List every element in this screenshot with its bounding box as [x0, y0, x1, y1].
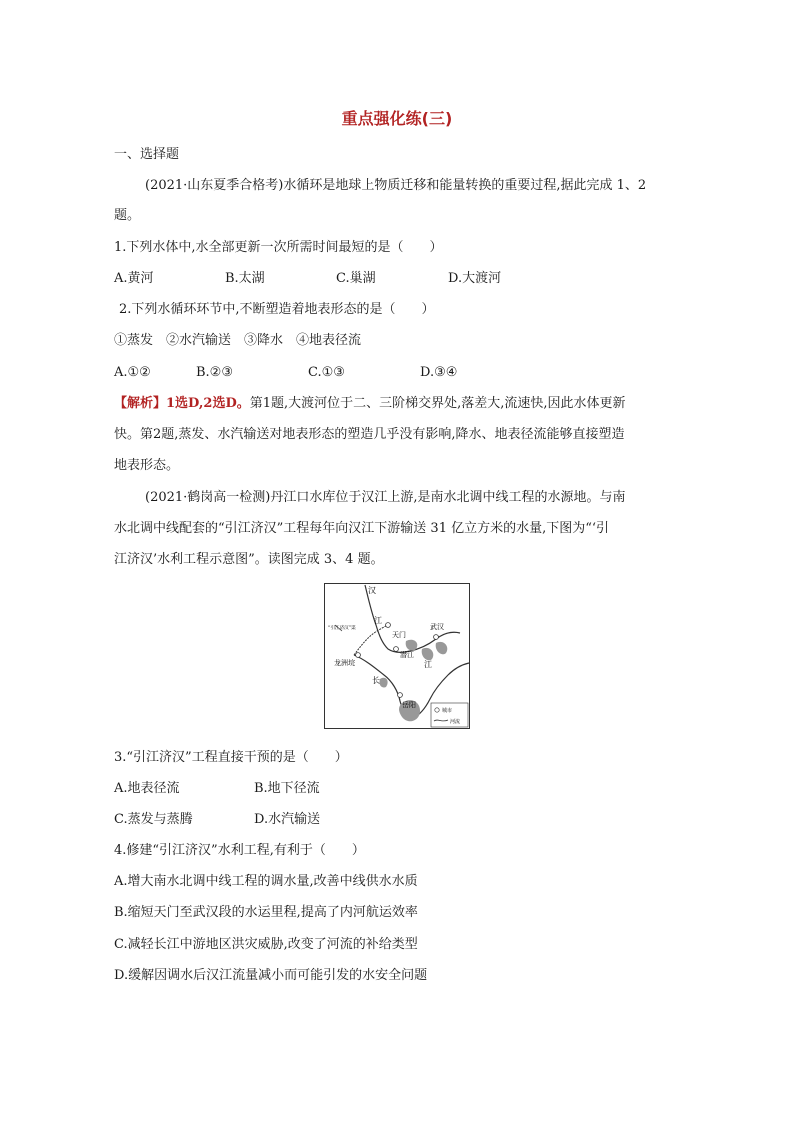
- section-heading: 一、选择题: [114, 147, 180, 162]
- label-wuhan: 武汉: [430, 623, 444, 631]
- city-tianmen: [386, 623, 391, 628]
- intro2-line3: 江济汉’水利工程示意图”。读图完成 3、4 题。: [114, 552, 384, 567]
- label-project: “引江济汉”渠: [328, 626, 356, 631]
- q1-option-d: D.大渡河: [448, 271, 502, 286]
- q4-option-c: C.减轻长江中游地区洪灾威胁,改变了河流的补给类型: [114, 937, 418, 952]
- q2-option-c: C.①③: [308, 365, 345, 380]
- q4-option-a: A.增大南水北调中线工程的调水量,改善中线供水水质: [114, 874, 418, 889]
- analysis-line1: [114, 396, 626, 412]
- q1-option-c: C.巢湖: [336, 271, 376, 286]
- label-jiang: 江: [374, 616, 382, 625]
- legend-river-label: 河流: [450, 719, 461, 725]
- label-chang: 长: [372, 676, 380, 685]
- analysis-text1: 第1题,大渡河位于二、三阶梯交界处,落差大,流速快,因此水体更新: [249, 396, 626, 411]
- legend-city-icon: [435, 708, 439, 712]
- label-han: 汉: [368, 586, 376, 595]
- city-wuhan: [434, 635, 439, 640]
- analysis-line2: 快。第2题,蒸发、水汽输送对地表形态的塑造几乎没有影响,降水、地表径流能够直接塑造: [114, 427, 625, 442]
- q1-option-a: A.黄河: [114, 271, 154, 286]
- q1-option-b: B.太湖: [225, 271, 265, 286]
- q3-option-b: B.地下径流: [254, 781, 320, 796]
- q2-items: ①蒸发 ②水汽输送 ③降水 ④地表径流: [114, 333, 362, 348]
- label-jiang2: 江: [424, 660, 432, 669]
- label-longzhou: 龙洲垸: [334, 659, 355, 667]
- analysis-label: 【解析】: [114, 396, 167, 411]
- city-yueyang: [398, 693, 403, 698]
- label-yueyang: 岳阳: [402, 701, 416, 709]
- q4-option-b: B.缩短天门至武汉段的水运里程,提高了内河航运效率: [114, 905, 418, 920]
- q4-option-d: D.缓解因调水后汉江流量减小而可能引发的水安全问题: [114, 968, 428, 983]
- q1-stem: 1.下列水体中,水全部更新一次所需时间最短的是（ ）: [114, 240, 443, 255]
- city-longzhou: [356, 653, 361, 658]
- q3-option-c: C.蒸发与蒸腾: [114, 812, 193, 827]
- q3-option-a: A.地表径流: [114, 781, 180, 796]
- intro2-line1: (2021·鹤岗高一检测)丹江口水库位于汉江上游,是南水北调中线工程的水源地。与南: [145, 490, 626, 505]
- analysis-line3: 地表形态。: [114, 458, 180, 473]
- q3-stem: 3.“引江济汉”工程直接干预的是（ ）: [114, 750, 348, 765]
- q2-option-b: B.②③: [196, 365, 233, 380]
- intro2-line2: 水北调中线配套的“引江济汉”工程每年向汉江下游输送 31 亿立方米的水量,下图为“‘引: [114, 521, 610, 536]
- legend-city-label: 城市: [442, 708, 453, 714]
- label-tianmen: 天门: [392, 631, 406, 639]
- analysis-answer: 1选D,2选D。: [166, 396, 250, 411]
- q2-option-d: D.③④: [420, 365, 458, 380]
- label-qianjiang: 潜江: [400, 651, 414, 659]
- page-title: 重点强化练(三): [341, 109, 453, 128]
- city-qianjiang: [394, 647, 399, 652]
- q2-stem: 2.下列水循环环节中,不断塑造着地表形态的是（ ）: [119, 302, 435, 317]
- intro1-line2: 题。: [114, 208, 141, 223]
- q3-option-d: D.水汽输送: [254, 812, 321, 827]
- intro1-line1: (2021·山东夏季合格考)水循环是地球上物质迁移和能量转换的重要过程,据此完成 1、2: [145, 178, 647, 193]
- q4-stem: 4.修建“引江济汉”水利工程,有利于（ ）: [114, 843, 365, 858]
- yinjiangjihan-map: [324, 583, 470, 729]
- q2-option-a: A.①②: [114, 365, 151, 380]
